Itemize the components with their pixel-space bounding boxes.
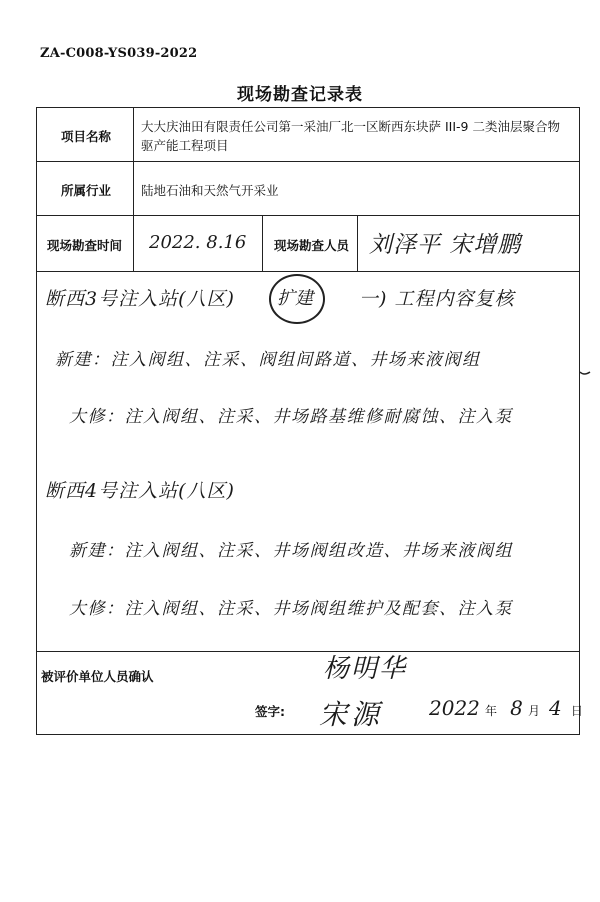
section2-new: 新建：注入阀组、注采、井场阀组改造、井场来液阀组 <box>69 541 513 561</box>
day-char: 日 <box>570 704 583 718</box>
ink-stroke <box>580 372 590 374</box>
section1-new: 新建：注入阀组、注采、阀组间路道、井场来液阀组 <box>55 350 481 370</box>
month-char: 月 <box>527 704 540 718</box>
section1-item: 一) 工程内容复核 <box>359 288 515 310</box>
date-year: 2022 <box>429 696 480 720</box>
survey-staff-label: 现场勘查人员 <box>274 238 350 253</box>
form-title: 现场勘查记录表 <box>237 85 363 105</box>
date-month: 8 <box>510 696 523 720</box>
date-day: 4 <box>549 696 562 720</box>
signature-bottom: 宋源 <box>319 698 384 731</box>
year-char: 年 <box>485 704 498 718</box>
confirm-label: 被评价单位人员确认 <box>41 669 154 684</box>
project-name-label: 项目名称 <box>61 129 112 144</box>
industry-value: 陆地石油和天然气开采业 <box>141 183 279 198</box>
section1-big: 大修：注入阀组、注采、井场路基维修耐腐蚀、注入泵 <box>69 407 513 427</box>
circled-mark-text: 扩建 <box>277 288 313 309</box>
project-name-value: 大大庆油田有限责任公司第一采油厂北一区断西东块萨 III-9 二类油层聚合物驱产能工程项目 <box>141 119 560 153</box>
survey-staff-value: 刘泽平 宋增鹏 <box>369 232 522 258</box>
section2-title: 断西4号注入站(八区) <box>45 480 235 502</box>
sign-label: 签字: <box>255 704 285 719</box>
survey-time-value: 2022. 8.16 <box>149 232 247 253</box>
document-code: ZA-C008-YS039-2022 <box>40 46 198 61</box>
section2-big: 大修：注入阀组、注采、井场阀组维护及配套、注入泵 <box>69 599 513 619</box>
signature-top: 杨明华 <box>323 654 408 684</box>
industry-label: 所属行业 <box>61 183 112 198</box>
section1-title: 断西3号注入站(八区) <box>45 288 235 310</box>
survey-time-label: 现场勘查时间 <box>47 238 123 253</box>
